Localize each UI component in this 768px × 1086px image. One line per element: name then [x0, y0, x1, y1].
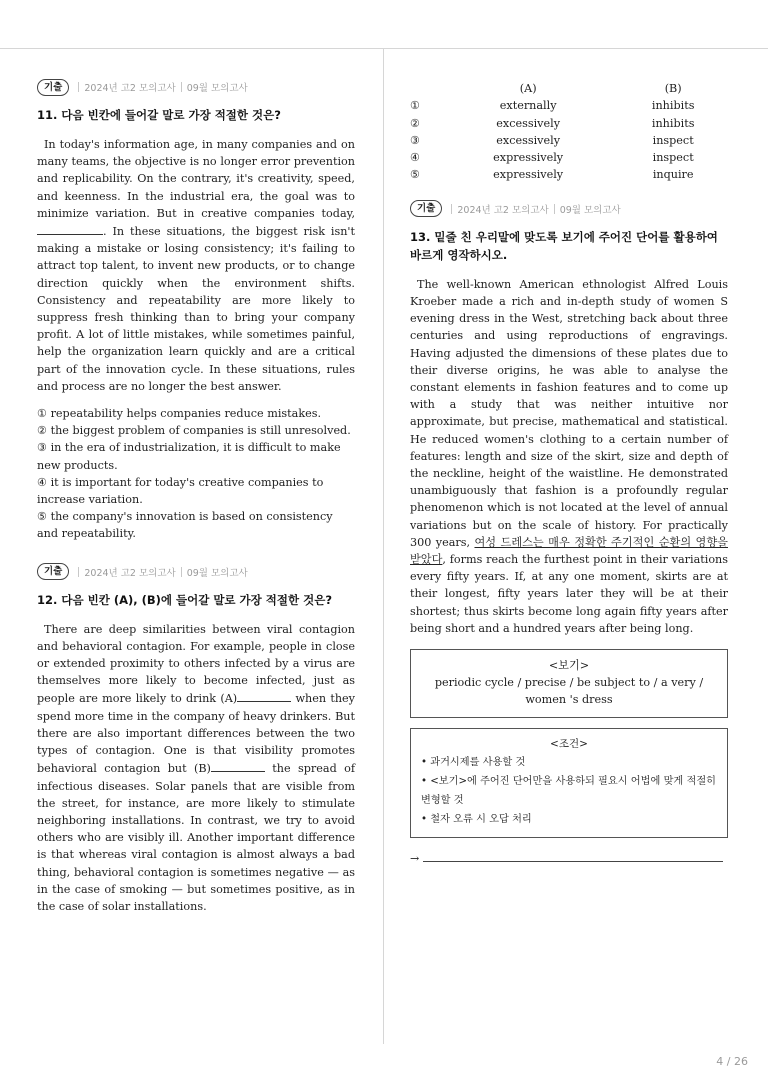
exam-badge: 기출: [37, 563, 69, 580]
row-number: ④: [410, 151, 421, 165]
answer-line[interactable]: [410, 852, 728, 865]
table-row[interactable]: [410, 97, 728, 114]
option-3[interactable]: ③ in the era of industrialization, it is difficult to make new products.: [37, 441, 341, 472]
tag-separator: [78, 82, 79, 92]
question-title: 11. 다음 빈칸에 들어갈 말로 가장 적절한 것은?: [37, 108, 281, 122]
left-column: [37, 78, 355, 915]
tag-separator: [554, 204, 555, 214]
question-source-tag: [37, 78, 355, 96]
underlined-korean-phrase: 여성 드레스는 매우 정확한 주기적인 순환의 영향을 받았다: [410, 535, 728, 567]
bogi-title: <보기>: [548, 659, 590, 673]
table-row[interactable]: [410, 132, 728, 149]
row-number: ⑤: [410, 168, 421, 182]
exam-badge: 기출: [37, 79, 69, 96]
bogi-words: periodic cycle / precise / be subject to / a very / women 's dress: [434, 676, 704, 707]
row-number: ②: [410, 116, 421, 130]
cell-b: inquire: [652, 168, 694, 182]
passage-text: . In these situations, the biggest risk isn't making a mistake or losing consistency; it's failing to attract top talent, to invent new products, or to change direction quickly when the environment shifts. Consistency and repeatability are more likely to suppress fresh thinking than to bring your company profit. A lot of little mistakes, while sometimes painful, help the organization learn quickly and are a critical part of the innovation cycle. In these situations, rules and process are no longer the best answer.: [37, 225, 355, 393]
condition-item: • 철자 오류 시 오답 처리: [421, 813, 532, 825]
exam-year: 2024년 고2 모의고사: [84, 83, 176, 94]
question-11: [37, 78, 355, 543]
conditions-title: <조건>: [550, 737, 588, 750]
q12-answer-table: [410, 80, 728, 184]
answer-rule: [423, 861, 723, 862]
cell-a: excessively: [496, 133, 561, 147]
table-corner: [410, 80, 438, 97]
exam-badge: 기출: [410, 200, 442, 217]
blank-a: [237, 689, 291, 702]
option-2[interactable]: ② the biggest problem of companies is still unresolved.: [37, 424, 351, 438]
row-number: ①: [410, 99, 421, 113]
cell-b: inhibits: [651, 116, 695, 130]
question-passage: [410, 276, 728, 637]
cell-a: expressively: [493, 168, 564, 182]
condition-item: • 과거시제를 사용할 것: [421, 756, 526, 768]
cell-b: inhibits: [651, 99, 695, 113]
passage-text: the spread of infectious diseases. Solar panels that are visible from the street, for instance, are more likely to stimulate neighboring installations. In contrast, we try to avoid others who are visibly ill. Another important difference is that whereas viral contagion is almost always a bad thing, behavioral contagion is sometimes negative — as in the case of smoking — but sometimes positive, as in the case of solar installations.: [37, 762, 355, 913]
bogi-box: [410, 649, 728, 718]
condition-item: • <보기>에 주어진 단어만을 사용하되 필요시 어법에 맞게 적절히 변형할 것: [421, 775, 717, 806]
question-title: 13. 밑줄 친 우리말에 맞도록 보기에 주어진 단어를 활용하여 바르게 영작하시오.: [410, 229, 718, 262]
table-row[interactable]: [410, 149, 728, 166]
option-1[interactable]: ① repeatability helps companies reduce mistakes.: [37, 407, 322, 421]
header-rule: [0, 48, 768, 49]
column-header-b: (B): [664, 82, 682, 95]
question-12: [37, 563, 355, 915]
cell-a: excessively: [496, 116, 561, 130]
option-4[interactable]: ④ it is important for today's creative companies to increase variation.: [37, 475, 324, 507]
blank-b: [211, 759, 265, 772]
cell-a: expressively: [493, 151, 564, 165]
question-source-tag: [37, 563, 355, 581]
exam-year: 2024년 고2 모의고사: [457, 204, 549, 216]
question-passage: [37, 621, 355, 915]
table-row[interactable]: [410, 115, 728, 132]
answer-blank: [37, 222, 103, 235]
exam-month: 09월 모의고사: [186, 567, 248, 579]
right-column: [410, 80, 728, 865]
exam-month: 09월 모의고사: [559, 204, 621, 216]
table-row[interactable]: [410, 166, 728, 183]
passage-text: There are deep similarities between viral contagion and behavioral contagion. For example, people in close or extended proximity to others infected by a virus are themselves more likely to become infected, just as people are more likely to drink (A): [37, 622, 355, 706]
exam-year: 2024년 고2 모의고사: [84, 567, 176, 579]
column-divider: [383, 49, 384, 1044]
question-13: [410, 200, 728, 865]
tag-separator: [78, 567, 79, 577]
passage-text: , forms reach the furthest point in their variations every fifty years. If, at any one moment, skirts are at their longest, fifty years later they will be at their shortest; thus skirts become long again fifty years after being short and a hundred years after being long.: [410, 553, 728, 635]
cell-a: externally: [499, 99, 557, 113]
tag-separator: [451, 204, 452, 214]
question-source-tag: [410, 200, 728, 218]
exam-month: 09월 모의고사: [186, 83, 248, 94]
passage-text: The well-known American ethnologist Alfred Louis Kroeber made a rich and in-depth study of women S evening dress in the West, stretching back about three centuries and using reproductions of engravings. Having adjusted the dimensions of these plates due to their diverse origins, he was able to analyse the constant elements in fashion features and to come up with a study that was neither intuitive nor approximate, but precise, mathematical and statistical. He reduced women's clothing to a certain number of features: length and size of the skirt, size and depth of the neckline, height of the waistline. He demonstrated unambiguously that fashion is a profoundly regular phenomenon which is not located at the level of annual variations but on the scale of history. For practically 300 years,: [410, 277, 728, 549]
question-passage: [37, 136, 355, 395]
option-5[interactable]: ⑤ the company's innovation is based on consistency and repeatability.: [37, 510, 333, 541]
conditions-box: [410, 728, 728, 838]
tag-separator: [181, 82, 182, 92]
cell-b: inspect: [652, 151, 694, 165]
cell-b: inspect: [652, 133, 694, 147]
row-number: ③: [410, 133, 421, 147]
answer-options: [37, 405, 355, 543]
arrow-icon: →: [410, 851, 420, 865]
passage-text: when they spend more time in the company of heavy drinkers. But there are also important differences between the two types of contagion. One is that visibility promotes behavioral contagion but (B): [37, 692, 355, 776]
passage-text: In today's information age, in many companies and on many teams, the objective is no longer error prevention and replicability. On the contrary, it's creativity, speed, and keenness. In the industrial era, the goal was to minimize variation. But in creative companies today,: [37, 138, 355, 220]
page-number: 4 / 26: [716, 1055, 748, 1068]
tag-separator: [181, 567, 182, 577]
question-title: 12. 다음 빈칸 (A), (B)에 들어갈 말로 가장 적절한 것은?: [37, 592, 332, 607]
column-header-a: (A): [519, 82, 537, 95]
